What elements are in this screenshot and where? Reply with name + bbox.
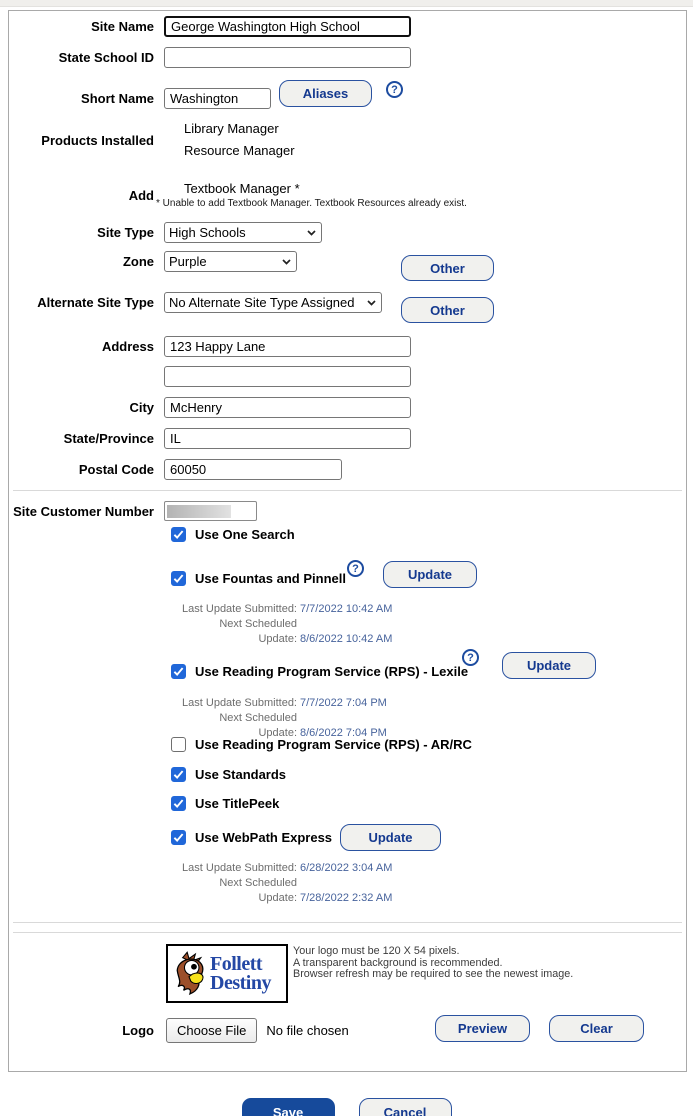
alternate-site-type-other-button[interactable]: Other bbox=[401, 297, 494, 323]
use-titlepeek-label: Use TitlePeek bbox=[195, 795, 280, 811]
webpath-update-button[interactable]: Update bbox=[340, 824, 441, 851]
next-update-label: Next Scheduled Update: bbox=[219, 712, 297, 739]
alternate-site-type-label: Alternate Site Type bbox=[37, 295, 154, 310]
postal-code-label: Postal Code bbox=[78, 462, 154, 477]
address-line1-input[interactable] bbox=[164, 336, 411, 357]
zone-select[interactable] bbox=[164, 251, 297, 272]
state-province-label: State/Province bbox=[63, 431, 154, 446]
address-row bbox=[9, 336, 679, 357]
preview-button[interactable]: Preview bbox=[435, 1015, 530, 1042]
city-row bbox=[9, 397, 679, 418]
short-name-input[interactable] bbox=[164, 88, 271, 109]
file-status-text: No file chosen bbox=[266, 1023, 349, 1038]
fountas-row bbox=[171, 570, 346, 586]
logo-requirements-note bbox=[293, 946, 573, 981]
next-update-value: 7/28/2022 2:32 AM bbox=[300, 892, 393, 904]
postal-code-input[interactable] bbox=[164, 459, 342, 480]
postal-code-row bbox=[9, 459, 679, 480]
checkmark-icon bbox=[173, 529, 184, 540]
use-fountas-checkbox[interactable] bbox=[171, 571, 186, 586]
brand-word-follett: Follett bbox=[210, 952, 263, 975]
use-rps-lexile-label: Use Reading Program Service (RPS) - Lexile bbox=[195, 663, 469, 679]
site-customer-number-label: Site Customer Number bbox=[13, 503, 154, 519]
rps-lexile-update-button[interactable]: Update bbox=[502, 652, 596, 679]
logo-note-line2: A transparent background is recommended. bbox=[293, 956, 503, 969]
webpath-update-dates bbox=[179, 861, 392, 906]
aliases-button[interactable]: Aliases bbox=[279, 80, 372, 107]
site-customer-number-row bbox=[9, 501, 679, 521]
logo-note-line1: Your logo must be 120 X 54 pixels. bbox=[293, 945, 460, 957]
use-one-search-label: Use One Search bbox=[195, 526, 295, 542]
address-label: Address bbox=[101, 339, 154, 354]
rps-lexile-update-dates bbox=[179, 696, 387, 741]
site-name-row bbox=[9, 16, 679, 37]
use-standards-label: Use Standards bbox=[195, 766, 287, 782]
separator bbox=[13, 922, 682, 923]
use-webpath-label: Use WebPath Express bbox=[195, 829, 333, 845]
site-edit-panel bbox=[8, 10, 687, 1072]
last-update-value: 6/28/2022 3:04 AM bbox=[300, 862, 393, 874]
site-type-label: Site Type bbox=[97, 225, 154, 240]
address-line2-row bbox=[9, 366, 679, 387]
current-logo-image bbox=[166, 944, 288, 1003]
add-label: Add bbox=[128, 188, 154, 203]
rps-arrc-row bbox=[171, 736, 472, 752]
titlepeek-row bbox=[171, 795, 279, 811]
save-button[interactable]: Save bbox=[242, 1098, 335, 1116]
next-update-label: Next Scheduled Update: bbox=[219, 618, 297, 645]
site-type-select[interactable] bbox=[164, 222, 322, 243]
alternate-site-type-row bbox=[9, 292, 679, 313]
city-input[interactable] bbox=[164, 397, 411, 418]
add-note: * Unable to add Textbook Manager. Textbook Resources already exist. bbox=[156, 198, 467, 209]
redacted-value bbox=[167, 505, 231, 518]
use-standards-checkbox[interactable] bbox=[171, 767, 186, 782]
zone-row bbox=[9, 251, 679, 272]
use-fountas-label: Use Fountas and Pinnell bbox=[195, 570, 346, 586]
add-row bbox=[9, 181, 679, 210]
next-update-value: 8/6/2022 7:04 PM bbox=[300, 727, 387, 739]
use-one-search-checkbox[interactable] bbox=[171, 527, 186, 542]
use-webpath-checkbox[interactable] bbox=[171, 830, 186, 845]
checkmark-icon bbox=[173, 769, 184, 780]
follett-eagle-icon bbox=[170, 950, 208, 998]
last-update-label: Last Update Submitted: bbox=[182, 862, 297, 874]
products-installed-label: Products Installed bbox=[41, 132, 154, 148]
zone-label: Zone bbox=[122, 254, 154, 269]
short-name-label: Short Name bbox=[81, 91, 154, 106]
site-type-row bbox=[9, 222, 679, 243]
fountas-update-button[interactable]: Update bbox=[383, 561, 477, 588]
use-rps-arrc-label: Use Reading Program Service (RPS) - AR/RC bbox=[195, 736, 472, 752]
checkmark-icon bbox=[173, 666, 184, 677]
rps-lexile-row bbox=[171, 663, 468, 679]
top-strip bbox=[0, 0, 693, 7]
product-resource-manager: Resource Manager bbox=[184, 143, 295, 158]
zone-other-button[interactable]: Other bbox=[401, 255, 494, 281]
last-update-value: 7/7/2022 10:42 AM bbox=[300, 603, 393, 615]
product-library-manager: Library Manager bbox=[184, 121, 279, 136]
state-school-id-row bbox=[9, 47, 679, 68]
logo-label: Logo bbox=[122, 1023, 154, 1038]
use-titlepeek-checkbox[interactable] bbox=[171, 796, 186, 811]
short-name-help-icon[interactable] bbox=[386, 81, 403, 98]
next-update-label: Next Scheduled Update: bbox=[219, 877, 297, 904]
last-update-value: 7/7/2022 7:04 PM bbox=[300, 697, 387, 709]
checkmark-icon bbox=[173, 798, 184, 809]
use-rps-arrc-checkbox[interactable] bbox=[171, 737, 186, 752]
state-school-id-label: State School ID bbox=[58, 50, 154, 65]
next-update-value: 8/6/2022 10:42 AM bbox=[300, 633, 393, 645]
clear-button[interactable]: Clear bbox=[549, 1015, 644, 1042]
state-province-row bbox=[9, 428, 679, 449]
city-label: City bbox=[129, 400, 154, 415]
cancel-button[interactable]: Cancel bbox=[359, 1098, 452, 1116]
site-name-input[interactable] bbox=[164, 16, 411, 37]
last-update-label: Last Update Submitted: bbox=[182, 697, 297, 709]
add-textbook-manager: Textbook Manager * bbox=[184, 181, 300, 196]
separator bbox=[13, 490, 682, 491]
brand-word-destiny: Destiny bbox=[210, 971, 271, 994]
webpath-row bbox=[171, 829, 332, 845]
fountas-help-icon[interactable] bbox=[347, 560, 364, 577]
last-update-label: Last Update Submitted: bbox=[182, 603, 297, 615]
checkmark-icon bbox=[173, 832, 184, 843]
state-province-input[interactable] bbox=[164, 428, 411, 449]
state-school-id-input[interactable] bbox=[164, 47, 411, 68]
alternate-site-type-select[interactable] bbox=[164, 292, 382, 313]
logo-note-line3: Browser refresh may be required to see the newest image. bbox=[293, 968, 574, 980]
standards-row bbox=[171, 766, 286, 782]
fountas-update-dates bbox=[179, 602, 392, 647]
choose-file-button[interactable]: Choose File bbox=[166, 1018, 257, 1043]
checkmark-icon bbox=[173, 573, 184, 584]
products-installed-row bbox=[9, 118, 679, 162]
one-search-row bbox=[171, 526, 295, 542]
address-line2-input[interactable] bbox=[164, 366, 411, 387]
site-name-label: Site Name bbox=[91, 19, 154, 34]
use-rps-lexile-checkbox[interactable] bbox=[171, 664, 186, 679]
site-customer-number-input[interactable] bbox=[164, 501, 257, 521]
footer-actions bbox=[0, 1098, 693, 1116]
separator bbox=[13, 932, 682, 933]
